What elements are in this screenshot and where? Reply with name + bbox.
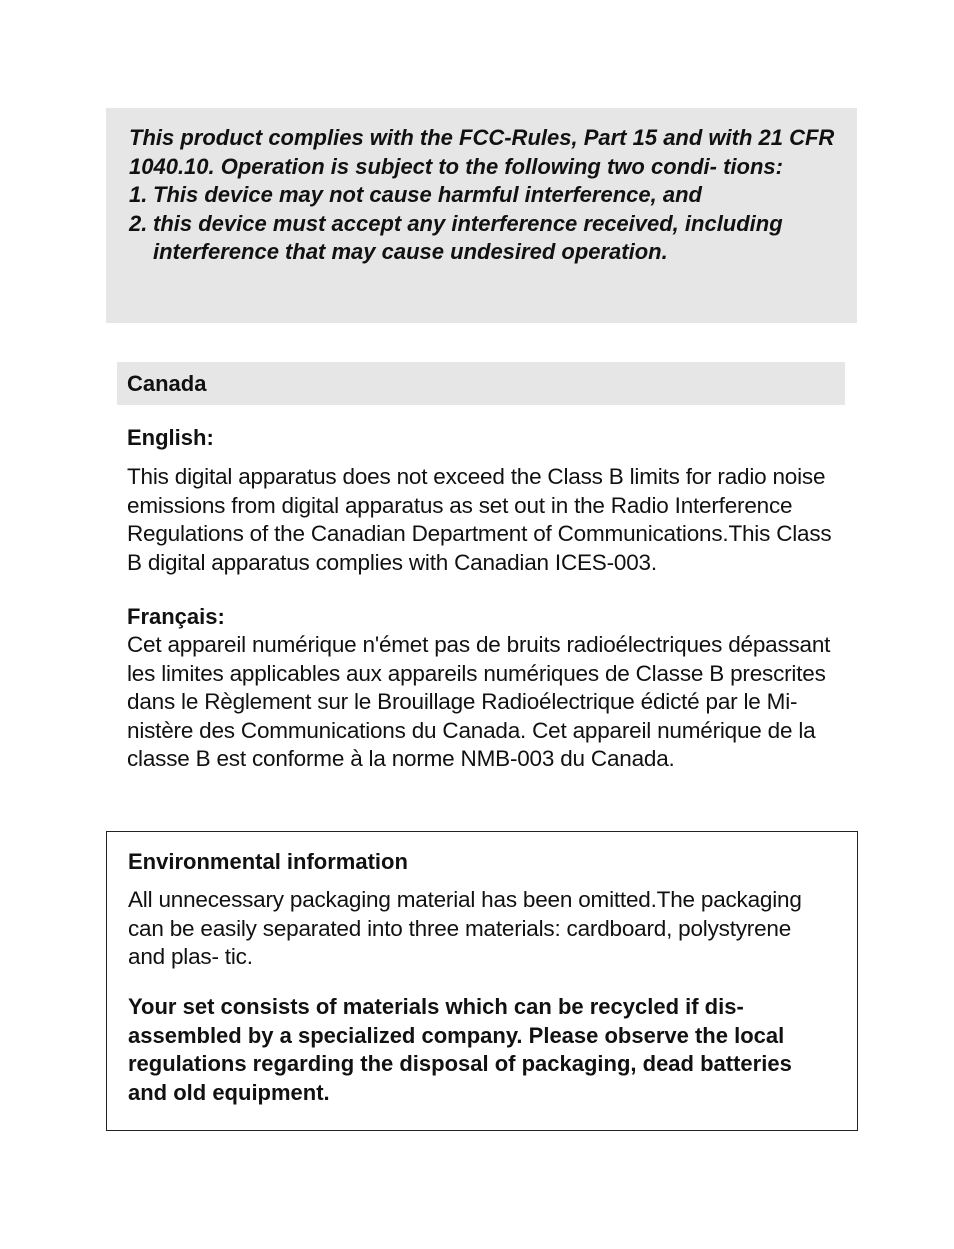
canada-heading: Canada [127, 371, 207, 396]
fcc-condition-text: This device may not cause harmful interference, and [153, 182, 702, 208]
french-heading: Français: [127, 604, 225, 629]
canada-heading-bar [117, 362, 845, 405]
environmental-heading: Environmental information [128, 849, 408, 874]
french-text: Cet appareil numérique n'émet pas de bruits radioélectriques dépassant les limites applicables aux appareils numériques de Classe B prescrites dans le Règlement sur le Brouillage Radioélectrique édicté par le Mi- nistère des Communications du Canada. Cet appareil numérique de la classe B est conforme à la norme NMB-003 du Canada. [127, 632, 831, 772]
fcc-condition-number: 2. [129, 210, 148, 236]
fcc-notice [129, 124, 839, 267]
fcc-intro: This product complies with the FCC-Rules, Part 15 and with 21 CFR 1040.10. Operation is subject to the following two condi- tions: [129, 125, 835, 179]
fcc-conditions-list [129, 181, 839, 267]
fcc-condition-2 [129, 210, 839, 267]
fcc-condition-number: 1. [129, 182, 148, 208]
fcc-condition-1 [129, 181, 839, 210]
english-heading: English: [127, 425, 214, 450]
environmental-text: All unnecessary packaging material has been omitted.The packaging can be easily separated into three materials: cardboard, polystyrene and plas- tic. [128, 887, 802, 970]
english-text: This digital apparatus does not exceed the Class B limits for radio noise emissions from digital apparatus as set out in the Radio Interference Regulations of the Canadian Department of Communications.This Class B digital apparatus complies with Canadian ICES-003. [127, 464, 832, 575]
fcc-condition-text: this device must accept any interference received, including interference that may cause undesired operation. [153, 210, 783, 265]
recycling-notice: Your set consists of materials which can be recycled if dis- assembled by a specialized company. Please observe the local regulations regarding the disposal of packaging, dead batteries and old equipment. [128, 994, 792, 1105]
